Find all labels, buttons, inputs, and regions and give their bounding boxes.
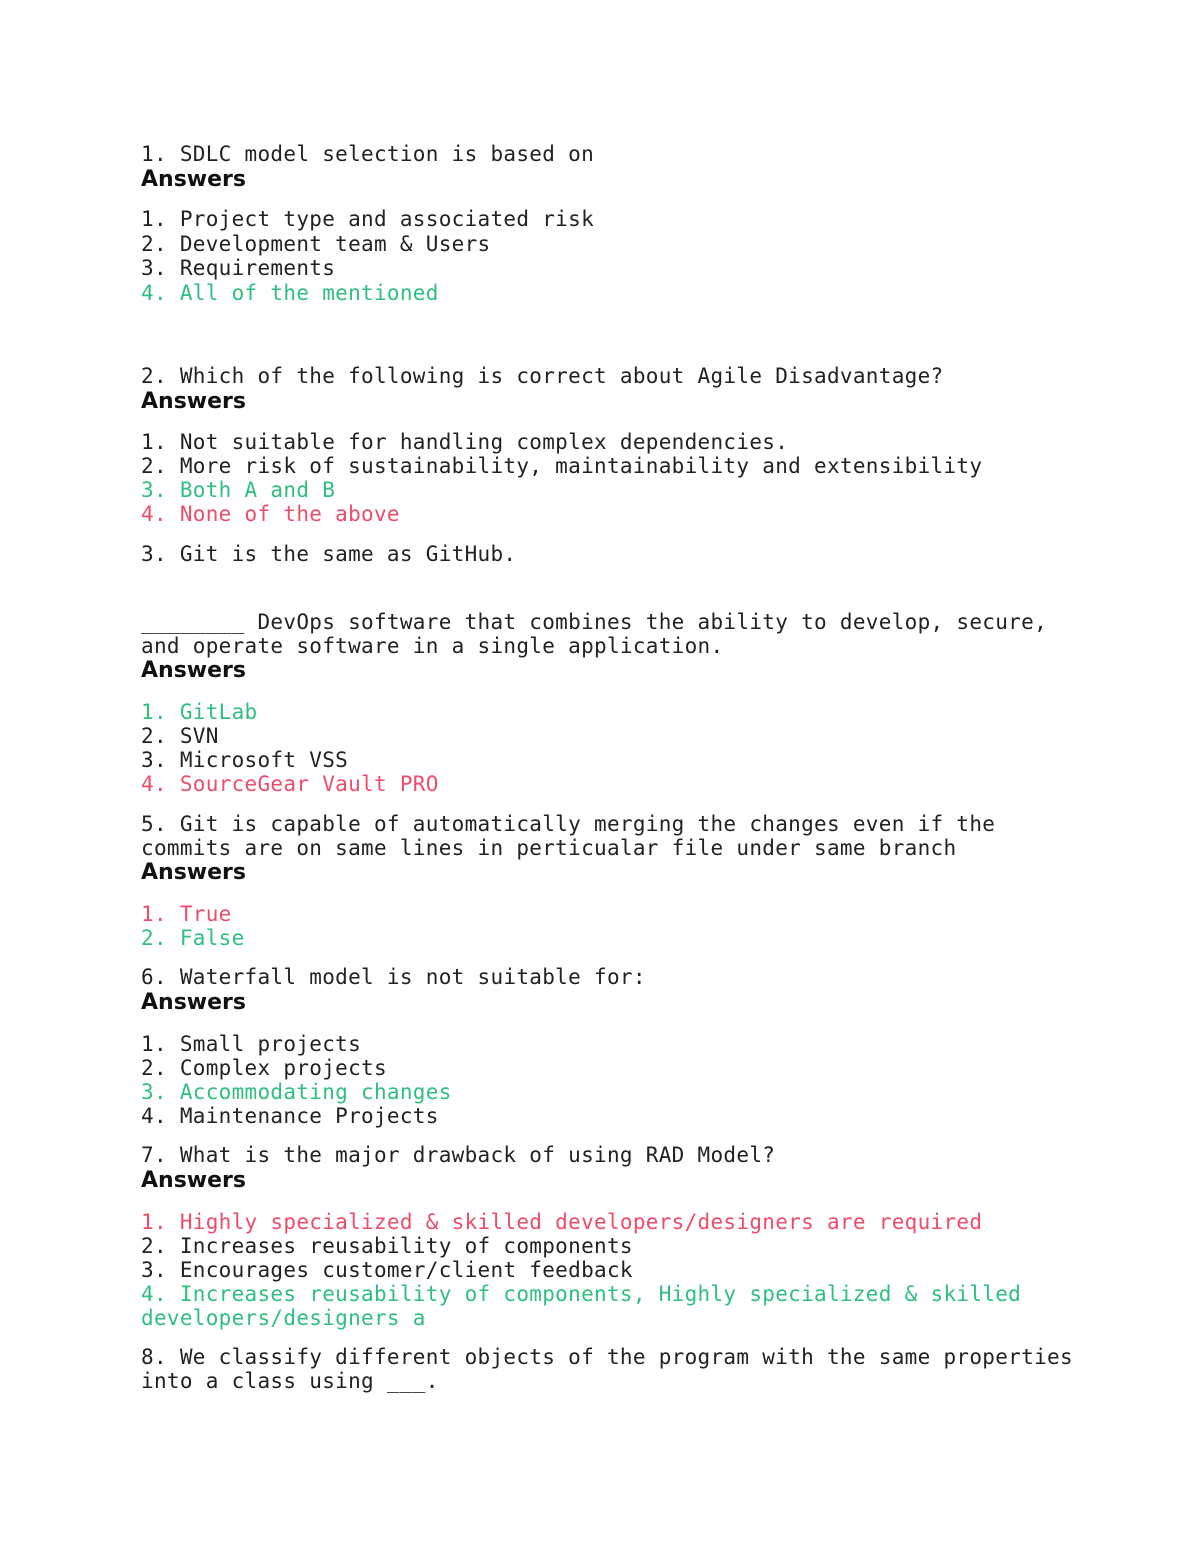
q4-option-4-incorrect: 4. SourceGear Vault PRO: [141, 772, 439, 796]
q6-option-4: 4. Maintenance Projects: [141, 1104, 439, 1128]
q4-option-2: 2. SVN: [141, 724, 219, 748]
q7-option-3: 3. Encourages customer/client feedback: [141, 1258, 633, 1282]
answers-heading: Answers: [141, 167, 246, 192]
question-5-text-line-1: 5. Git is capable of automatically merging the changes even if the: [141, 812, 996, 836]
answers-heading: Answers: [141, 990, 246, 1015]
q2-option-4-incorrect: 4. None of the above: [141, 502, 400, 526]
q7-option-4-correct-cont: developers/designers a: [141, 1306, 426, 1330]
question-3-text: 3. Git is the same as GitHub.: [141, 542, 517, 566]
q7-option-1-incorrect: 1. Highly specialized & skilled developers/designers are required: [141, 1210, 983, 1234]
q4-option-3: 3. Microsoft VSS: [141, 748, 349, 772]
q2-option-2: 2. More risk of sustainability, maintainability and extensibility: [141, 454, 983, 478]
question-7-text: 7. What is the major drawback of using RAD Model?: [141, 1143, 776, 1167]
q6-option-3-correct: 3. Accommodating changes: [141, 1080, 452, 1104]
q7-option-2: 2. Increases reusability of components: [141, 1234, 633, 1258]
answers-heading: Answers: [141, 389, 246, 414]
q1-option-3: 3. Requirements: [141, 256, 336, 280]
question-6-text: 6. Waterfall model is not suitable for:: [141, 965, 646, 989]
q7-option-4-correct: 4. Increases reusability of components, Highly specialized & skilled: [141, 1282, 1022, 1306]
q5-option-1-incorrect: 1. True: [141, 902, 232, 926]
q5-option-2-correct: 2. False: [141, 926, 245, 950]
q1-option-1: 1. Project type and associated risk: [141, 207, 595, 231]
question-5-text-line-2: commits are on same lines in perticualar file under same branch: [141, 836, 957, 860]
answers-heading: Answers: [141, 1168, 246, 1193]
q1-option-4-correct: 4. All of the mentioned: [141, 281, 439, 305]
question-8-text-line-1: 8. We classify different objects of the program with the same properties: [141, 1345, 1073, 1369]
q1-option-2: 2. Development team & Users: [141, 232, 491, 256]
q2-option-3-correct: 3. Both A and B: [141, 478, 336, 502]
question-4-text-line-2: and operate software in a single application.: [141, 634, 724, 658]
question-8-text-line-2: into a class using ___.: [141, 1369, 439, 1393]
q2-option-1: 1. Not suitable for handling complex dependencies.: [141, 430, 789, 454]
answers-heading: Answers: [141, 860, 246, 885]
question-4-text-line-1: ________ DevOps software that combines the ability to develop, secure,: [141, 610, 1048, 634]
q4-option-1-correct: 1. GitLab: [141, 700, 258, 724]
question-1-text: 1. SDLC model selection is based on: [141, 142, 595, 166]
answers-heading: Answers: [141, 658, 246, 683]
q6-option-2: 2. Complex projects: [141, 1056, 387, 1080]
question-2-text: 2. Which of the following is correct about Agile Disadvantage?: [141, 364, 944, 388]
q6-option-1: 1. Small projects: [141, 1032, 362, 1056]
